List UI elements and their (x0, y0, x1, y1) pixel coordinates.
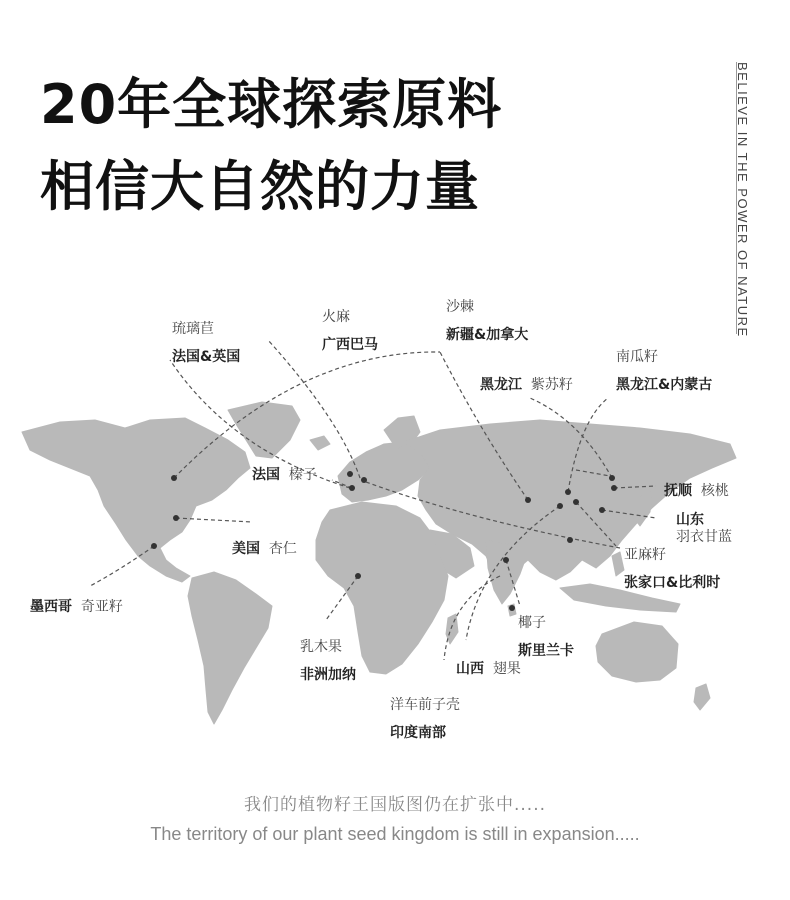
label-perilla (480, 374, 573, 394)
label-almond (232, 538, 297, 558)
footer-english: The territory of our plant seed kingdom is still in expansion..... (150, 824, 640, 844)
label-psyllium (390, 694, 460, 742)
kale-origin: 山东 (676, 512, 704, 528)
philippines-shape (612, 552, 624, 576)
borage-name: 琉璃苣 (172, 321, 214, 337)
hazelnut-name: 榛子 (288, 467, 317, 483)
sea-buckthorn-name: 沙棘 (446, 299, 474, 315)
dot-india (503, 557, 509, 563)
pumpkin-name: 南瓜籽 (616, 349, 658, 365)
dot-shanxi (557, 503, 563, 509)
dot-inner-mongolia (565, 489, 571, 495)
dot-heilongjiang (609, 475, 615, 481)
label-pumpkin (616, 346, 712, 394)
dot-fushun (611, 485, 617, 491)
south-america-shape (188, 572, 272, 724)
side-slogan: BELIEVE IN THE POWER OF NATURE (735, 62, 750, 338)
psyllium-origin: 印度南部 (390, 725, 446, 741)
dot-zhangjiakou (573, 499, 579, 505)
fruit-origin: 山西 (456, 661, 484, 677)
shea-name: 乳木果 (300, 639, 342, 655)
label-flax (624, 544, 720, 592)
label-hazelnut (252, 464, 317, 484)
coconut-name: 椰子 (518, 615, 546, 631)
label-walnut (664, 480, 729, 500)
india-shape (486, 540, 528, 604)
hemp-origin: 广西巴马 (322, 337, 378, 353)
dot-france (349, 485, 355, 491)
label-hemp (322, 306, 378, 354)
label-chia (30, 596, 123, 616)
label-fruit (456, 658, 521, 678)
walnut-name: 核桃 (700, 483, 729, 499)
dot-mexico (151, 543, 157, 549)
perilla-origin: 黑龙江 (480, 377, 522, 393)
almond-name: 杏仁 (268, 541, 297, 557)
psyllium-name: 洋车前子壳 (390, 697, 460, 713)
hazelnut-origin: 法国 (252, 467, 280, 483)
perilla-name: 紫苏籽 (530, 377, 573, 393)
headline-line-1: 20年全球探索原料 (40, 73, 503, 136)
shea-origin: 非洲加纳 (300, 667, 356, 683)
iceland-shape (310, 436, 330, 450)
route-chia (90, 546, 154, 586)
dot-belgium (361, 477, 367, 483)
label-borage (172, 318, 240, 366)
dot-usa (173, 515, 179, 521)
dot-xinjiang (525, 497, 531, 503)
north-america-shape (22, 418, 250, 582)
footer-chinese: 我们的植物籽王国版图仍在扩张中..... (243, 795, 547, 815)
hemp-name: 火麻 (322, 309, 350, 325)
dot-shandong (599, 507, 605, 513)
borage-origin: 法国&英国 (172, 349, 241, 365)
sea-buckthorn-origin: 新疆&加拿大 (446, 327, 529, 343)
headline-line-2: 相信大自然的力量 (40, 155, 480, 218)
flax-name: 亚麻籽 (624, 547, 666, 563)
walnut-origin: 抚顺 (664, 483, 692, 499)
australia-shape (596, 622, 678, 682)
label-kale (676, 512, 732, 546)
chia-origin: 墨西哥 (30, 599, 72, 615)
dot-guangxi (567, 537, 573, 543)
label-coconut (518, 612, 574, 660)
dot-sri-lanka (509, 605, 515, 611)
pumpkin-origin: 黑龙江&内蒙古 (616, 377, 713, 393)
almond-origin: 美国 (232, 541, 260, 557)
label-shea (300, 636, 356, 684)
flax-origin: 张家口&比利时 (624, 575, 721, 591)
fruit-name: 翅果 (492, 661, 521, 677)
new-zealand-shape (694, 684, 710, 710)
coconut-origin: 斯里兰卡 (518, 643, 574, 659)
dot-uk (347, 471, 353, 477)
chia-name: 奇亚籽 (80, 599, 123, 615)
kale-name: 羽衣甘蓝 (676, 529, 732, 545)
label-sea-buckthorn (446, 296, 528, 344)
dot-canada (171, 475, 177, 481)
dot-ghana (355, 573, 361, 579)
